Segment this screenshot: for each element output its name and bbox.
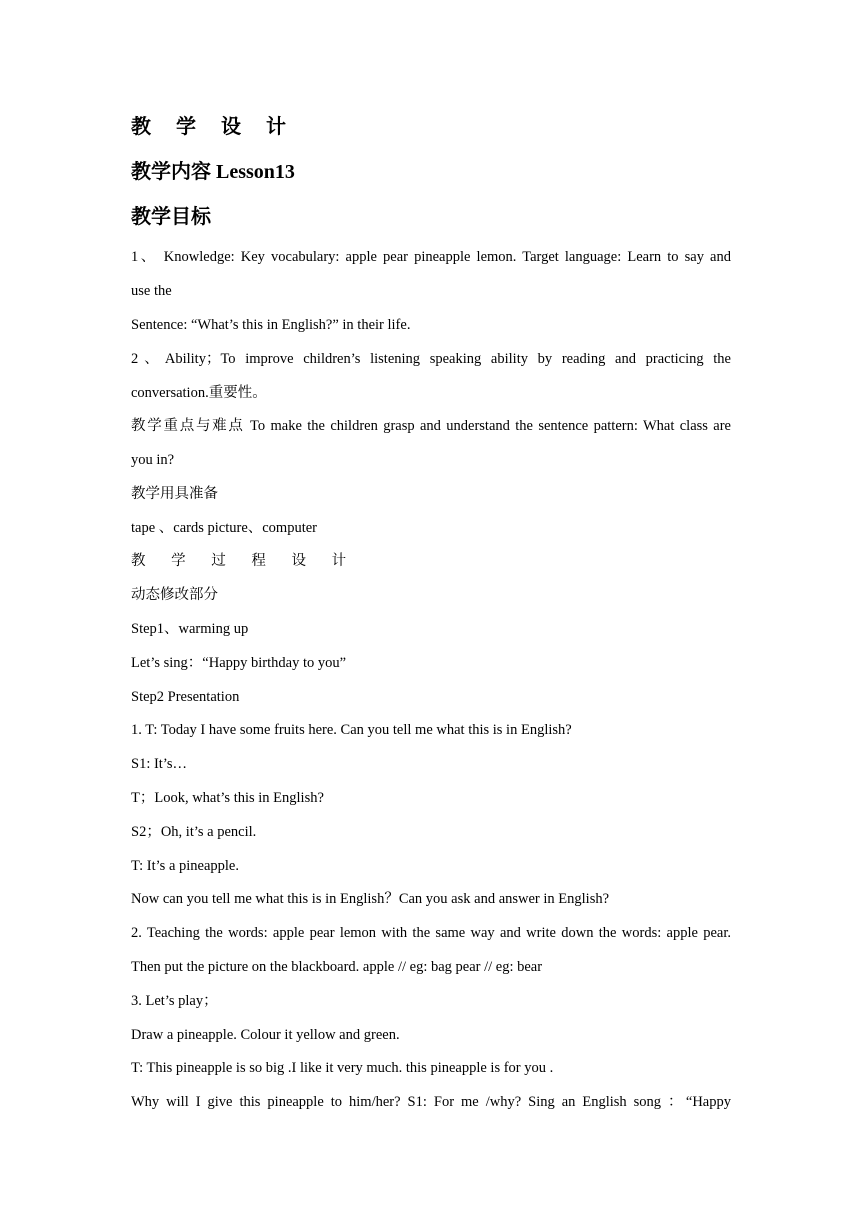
paragraph-line: T: It’s a pineapple. [131, 858, 239, 874]
paragraph-line: use the [131, 283, 172, 299]
paragraph-line: Why will I give this pineapple to him/her? S1: For me /why? Sing an English song ：“Happy [131, 1094, 731, 1110]
paragraph-line: Then put the picture on the blackboard. apple // eg: bag pear // eg: bear [131, 959, 543, 975]
paragraph-line: 1. T: Today I have some fruits here. Can you tell me what this is in English? [131, 722, 572, 738]
paragraph-line: T；Look, what’s this in English? [131, 790, 324, 806]
paragraph-line: 教学用具准备 [131, 486, 218, 502]
document-title: 教 学 设 计 [131, 116, 296, 138]
paragraph-line: 2、Ability；To improve children’s listening speaking ability by reading and practicing the [131, 351, 731, 367]
paragraph-line: conversation.重要性。 [131, 385, 267, 401]
paragraph-line: 教学重点与难点 To make the children grasp and understand the sentence pattern: What class are [131, 418, 731, 434]
paragraph-line: Now can you tell me what this is in English？Can you ask and answer in English? [131, 891, 610, 907]
paragraph-line: Draw a pineapple. Colour it yellow and green. [131, 1027, 400, 1043]
paragraph-line: S2；Oh, it’s a pencil. [131, 824, 257, 840]
paragraph-line: Sentence: “What’s this in English?” in their life. [131, 317, 411, 333]
paragraph-line: 教 学 过 程 设 计 [131, 553, 358, 569]
paragraph-line: 2. Teaching the words: apple pear lemon with the same way and write down the words: apple pear. [131, 925, 731, 941]
objectives-heading: 教学目标 [131, 206, 211, 228]
paragraph-line: 3. Let’s play； [131, 993, 218, 1009]
paragraph-line: S1: It’s… [131, 756, 187, 772]
content-heading: 教学内容 Lesson13 [131, 161, 295, 183]
paragraph-line: 动态修改部分 [131, 587, 218, 603]
paragraph-line: Step1、warming up [131, 621, 249, 637]
paragraph-line: Let’s sing：“Happy birthday to you” [131, 655, 347, 671]
paragraph-line: 1、 Knowledge: Key vocabulary: apple pear pineapple lemon. Target language: Learn to say and [131, 249, 731, 265]
paragraph-line: Step2 Presentation [131, 689, 240, 705]
paragraph-line: you in? [131, 452, 175, 468]
paragraph-line: tape 、cards picture、computer [131, 520, 318, 536]
paragraph-line: T: This pineapple is so big .I like it very much. this pineapple is for you . [131, 1060, 554, 1076]
